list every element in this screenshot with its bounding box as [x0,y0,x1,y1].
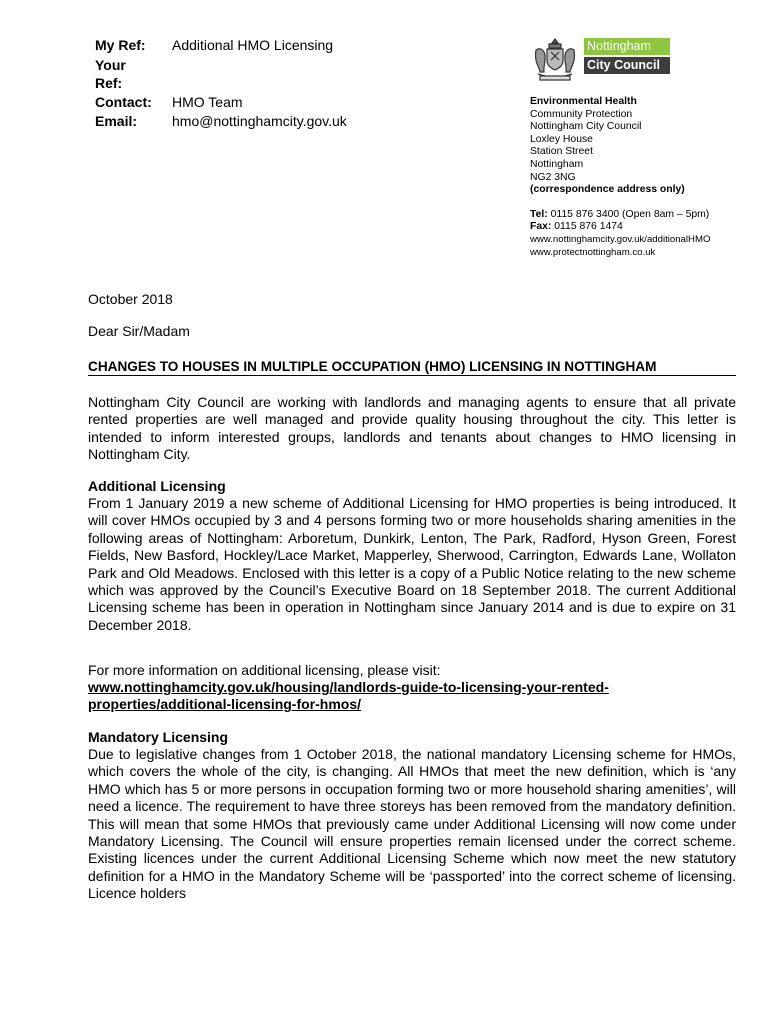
address-line: Nottingham [530,158,584,170]
email-row [95,112,347,130]
intro-paragraph: Nottingham City Council are working with landlords and managing agents to ensure that all private rented properties are well managed and provide quality housing throughout the city. This letter is intended to inform interested groups, landlords and tenants about changes to HMO licensing in Nottingham City. [88,394,736,463]
licensing-link-line2[interactable]: properties/additional-licensing-for-hmos/ [88,696,362,713]
address-line: Nottingham City Council [530,121,642,133]
contact-value: HMO Team [172,94,243,110]
email-label: Email: [95,113,138,129]
your-ref-label-line1: Your [95,57,126,73]
department-name: Environmental Health [530,96,637,107]
fax-label: Fax: [530,221,552,233]
address-line: NG2 3NG [530,171,576,183]
your-ref-label [95,56,172,92]
website-link[interactable]: www.protectnottingham.co.uk [530,246,656,258]
council-logo [530,36,676,82]
letter-date: October 2018 [88,291,173,307]
licensing-link[interactable] [88,679,736,714]
fax-line [530,221,710,234]
additional-licensing-heading: Additional Licensing [88,478,226,494]
salutation: Dear Sir/Madam [88,323,190,339]
mandatory-licensing-heading: Mandatory Licensing [88,729,229,745]
my-ref-row [95,36,347,54]
my-ref-value: Additional HMO Licensing [172,37,334,53]
contact-row [95,93,347,111]
tel-label: Tel: [530,208,548,220]
more-info-text: For more information on additional licensing, please visit: [88,662,441,678]
fax-value: 0115 876 1474 [554,221,623,233]
address-line: Community Protection [530,108,633,120]
address-block [530,96,710,259]
licensing-link-line1[interactable]: www.nottinghamcity.gov.uk/housing/landlords-guide-to-licensing-your-rented- [88,679,609,695]
logo-nottingham: Nottingham [584,38,670,55]
logo-city-council: City Council [584,57,670,74]
address-line: Station Street [530,146,593,158]
contact-label: Contact: [95,94,152,110]
logo-text [584,38,670,74]
letter-heading: CHANGES TO HOUSES IN MULTIPLE OCCUPATION (HMO) LICENSING IN NOTTINGHAM [88,359,736,376]
tel-value: 0115 876 3400 (Open 8am – 5pm) [550,208,710,220]
coat-of-arms-icon [530,36,580,82]
email-value[interactable]: hmo@nottinghamcity.gov.uk [172,113,347,129]
website-link[interactable]: www.nottinghamcity.gov.uk/additionalHMO [530,233,711,245]
your-ref-label-line2: Ref: [95,75,123,91]
mandatory-licensing-paragraph: Due to legislative changes from 1 October 2018, the national mandatory Licensing scheme for HMOs, which covers the whole of the city, is changing. All HMOs that meet the new definition, which is ‘any HMO which has 5 or more persons in occupation forming two or more household sharing amenities’, will need a licence. The requirement to have three storeys has been removed from the mandatory definition. This will mean that some HMOs that previously came under Additional Licensing will now come under Mandatory Licensing. The Council will ensure properties remain licensed under the correct scheme. Existing licences under the current Additional Licensing Scheme which now meet the new statutory definition for a HMO in the Mandatory Scheme will be ‘passported’ into the correct scheme of licensing. Licence holders [88,746,736,902]
your-ref-row [95,56,347,92]
reference-block [95,36,347,130]
address-note: (correspondence address only) [530,184,685,196]
telephone-line [530,209,710,222]
my-ref-label: My Ref: [95,37,146,53]
address-line: Loxley House [530,133,593,145]
additional-licensing-paragraph: From 1 January 2019 a new scheme of Additional Licensing for HMO properties is being introduced. It will cover HMOs occupied by 3 and 4 persons forming two or more households sharing amenities in the following areas of Nottingham: Arboretum, Dunkirk, Lenton, The Park, Radford, Hyson Green, Forest Fields, New Basford, Hockley/Lace Market, Mapperley, Sherwood, Carrington, Edwards Lane, Wollaton Park and Old Meadows. Enclosed with this letter is a copy of a Public Notice relating to the new scheme which was approved by the Council’s Executive Board on 18 September 2018. The current Additional Licensing scheme has been in operation in Nottingham since January 2014 and is due to expire on 31 December 2018. [88,495,736,633]
